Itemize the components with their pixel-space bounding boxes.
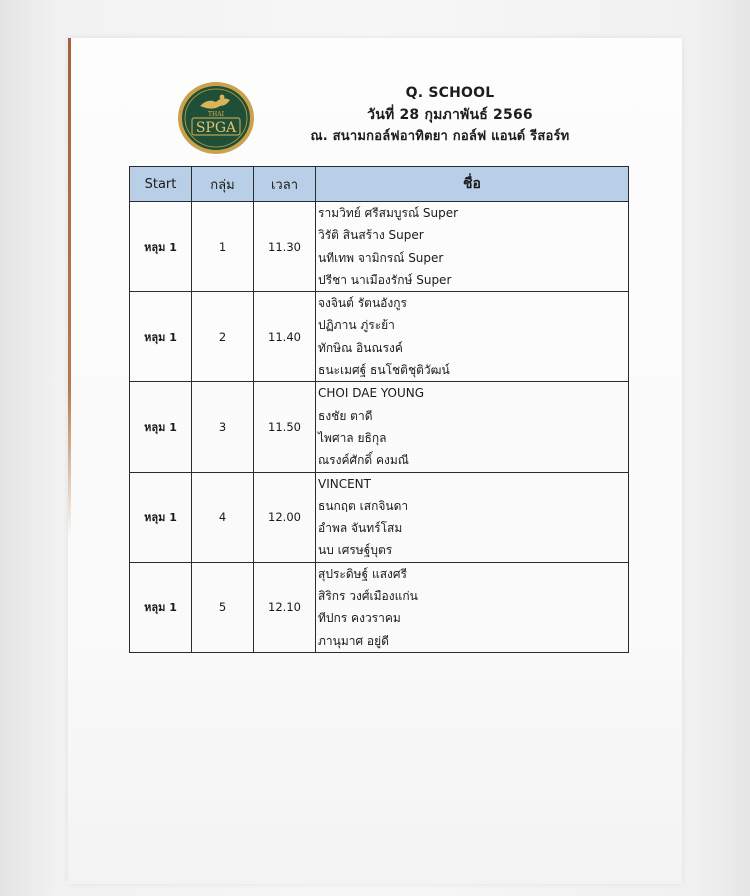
- start-cell: หลุม 1: [130, 472, 192, 562]
- event-venue: ณ. สนามกอล์ฟอาทิตยา กอล์ฟ แอนด์ รีสอร์ท: [310, 129, 570, 144]
- column-header-group: กลุ่ม: [192, 167, 254, 202]
- group-cell: 3: [192, 382, 254, 472]
- player-name: สิริกร วงศ์เมืองแก่น: [318, 589, 418, 604]
- start-cell: หลุม 1: [130, 292, 192, 382]
- player-name: ธงชัย ตาดี: [318, 408, 373, 423]
- logo-small-text: THAI: [208, 111, 224, 118]
- names-cell: [316, 382, 629, 472]
- player-name: ปฏิภาน ภู่ระย้า: [318, 318, 395, 333]
- player-name: ไพศาล ยธิกุล: [318, 430, 387, 445]
- table-row: [130, 472, 629, 562]
- player-name: ทักษิณ อินณรงค์: [318, 340, 403, 355]
- table-header-row: [130, 167, 629, 202]
- player-name: นบ เศรษฐ์บุตร: [318, 543, 393, 558]
- player-name: อำพล จันทร์โสม: [318, 521, 403, 536]
- player-name: จงจินต์ รัตนอังกูร: [318, 296, 407, 311]
- start-cell: หลุม 1: [130, 382, 192, 472]
- player-name: ทีปกร คงวราคม: [318, 611, 401, 626]
- names-cell: [316, 202, 629, 292]
- time-cell: 11.40: [254, 292, 316, 382]
- time-cell: 12.10: [254, 562, 316, 652]
- player-name: CHOI DAE YOUNG: [318, 386, 425, 401]
- player-name: รามวิทย์ ศรีสมบูรณ์ Super: [318, 206, 459, 220]
- column-header-names: ชื่อ: [316, 167, 629, 202]
- player-name: วิรัติ สินสร้าง Super: [318, 228, 424, 243]
- column-header-start: Start: [130, 167, 192, 202]
- group-cell: 4: [192, 472, 254, 562]
- document-header: [270, 82, 630, 148]
- player-name: ภานุมาศ อยู่ดี: [318, 633, 389, 648]
- names-cell: [316, 472, 629, 562]
- names-cell: [316, 562, 629, 652]
- player-name: ธนะเมศฐ์ ธนโชติชุติวัฒน์: [318, 363, 450, 378]
- player-name: VINCENT: [318, 476, 371, 491]
- start-cell: หลุม 1: [130, 562, 192, 652]
- time-cell: 11.50: [254, 382, 316, 472]
- start-cell: หลุม 1: [130, 202, 192, 292]
- time-cell: 12.00: [254, 472, 316, 562]
- logo-main-text: SPGA: [195, 120, 237, 136]
- group-cell: 1: [192, 202, 254, 292]
- group-cell: 2: [192, 292, 254, 382]
- player-name: ปรีชา นาเมืองรักษ์ Super: [318, 272, 452, 287]
- table-row: [130, 202, 629, 292]
- table-row: [130, 562, 629, 652]
- event-date: วันที่ 28 กุมภาพันธ์ 2566: [367, 107, 533, 123]
- spga-logo: [176, 80, 256, 156]
- player-name: ธนกฤต เสกจินดา: [318, 498, 409, 513]
- sheet-edge: [68, 38, 71, 538]
- player-name: ณรงค์ศักดิ์ คงมณี: [318, 453, 409, 468]
- document-title: Q. SCHOOL: [405, 85, 495, 101]
- player-name: นทีเทพ จามิกรณ์ Super: [318, 250, 444, 265]
- names-cell: [316, 292, 629, 382]
- tee-time-table: [129, 166, 629, 653]
- player-name: สุประดิษฐ์ แสงศรี: [318, 566, 407, 581]
- group-cell: 5: [192, 562, 254, 652]
- table-row: [130, 292, 629, 382]
- column-header-time: เวลา: [254, 167, 316, 202]
- time-cell: 11.30: [254, 202, 316, 292]
- table-row: [130, 382, 629, 472]
